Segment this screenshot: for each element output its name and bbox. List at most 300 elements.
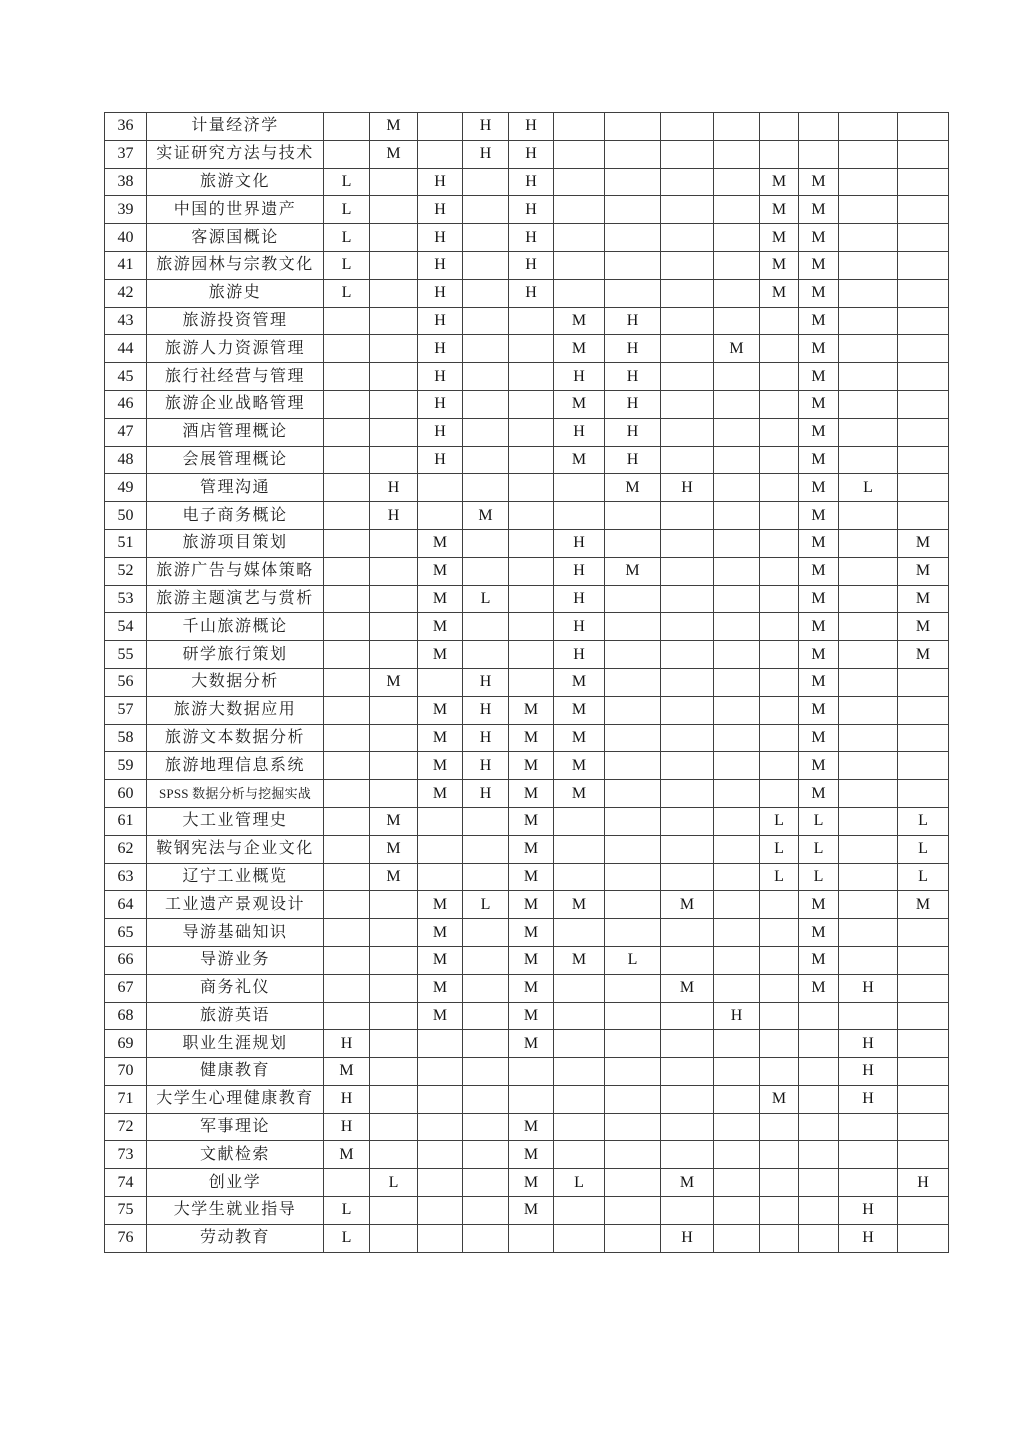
rating-cell [463, 307, 509, 335]
rating-cell [509, 418, 554, 446]
rating-cell [839, 919, 898, 947]
rating-cell: H [418, 335, 463, 363]
rating-cell [463, 1085, 509, 1113]
rating-cell [898, 196, 949, 224]
rating-cell [509, 529, 554, 557]
course-number: 51 [105, 529, 147, 557]
rating-cell: M [554, 780, 605, 808]
rating-cell [898, 1224, 949, 1252]
rating-cell [714, 1113, 760, 1141]
rating-cell [324, 390, 370, 418]
rating-cell [898, 696, 949, 724]
course-number: 40 [105, 224, 147, 252]
rating-cell [463, 251, 509, 279]
rating-cell [370, 1113, 418, 1141]
rating-cell [661, 780, 714, 808]
rating-cell [324, 696, 370, 724]
rating-cell: M [554, 752, 605, 780]
rating-cell [839, 668, 898, 696]
rating-cell [760, 140, 799, 168]
rating-cell [463, 613, 509, 641]
rating-cell [839, 168, 898, 196]
course-name: 旅游项目策划 [147, 529, 324, 557]
rating-cell [605, 585, 661, 613]
rating-cell [370, 696, 418, 724]
table-row [105, 835, 949, 863]
course-name: 鞍钢宪法与企业文化 [147, 835, 324, 863]
rating-cell: L [760, 835, 799, 863]
rating-cell [760, 1169, 799, 1197]
rating-cell: H [463, 752, 509, 780]
rating-cell [463, 335, 509, 363]
table-row [105, 613, 949, 641]
rating-cell [760, 446, 799, 474]
rating-cell [661, 1085, 714, 1113]
rating-cell [898, 974, 949, 1002]
rating-cell [898, 363, 949, 391]
rating-cell [605, 724, 661, 752]
rating-cell: L [324, 224, 370, 252]
course-number: 45 [105, 363, 147, 391]
rating-cell [370, 251, 418, 279]
rating-cell [898, 780, 949, 808]
rating-cell: H [324, 1113, 370, 1141]
rating-cell [463, 835, 509, 863]
table-row [105, 946, 949, 974]
rating-cell [760, 1030, 799, 1058]
rating-cell [760, 113, 799, 141]
rating-cell: M [509, 1113, 554, 1141]
rating-cell [898, 1141, 949, 1169]
rating-cell [463, 474, 509, 502]
rating-cell: M [554, 724, 605, 752]
table-row [105, 752, 949, 780]
course-number: 74 [105, 1169, 147, 1197]
rating-cell [661, 168, 714, 196]
rating-cell: M [418, 696, 463, 724]
rating-cell [554, 1141, 605, 1169]
rating-cell: M [898, 557, 949, 585]
rating-cell: M [799, 446, 839, 474]
rating-cell [554, 251, 605, 279]
rating-cell [661, 224, 714, 252]
rating-cell [661, 113, 714, 141]
rating-cell: L [605, 946, 661, 974]
rating-cell [661, 251, 714, 279]
rating-cell [509, 363, 554, 391]
rating-cell: H [509, 251, 554, 279]
rating-cell: H [839, 1058, 898, 1086]
rating-cell [463, 1113, 509, 1141]
rating-cell: L [463, 585, 509, 613]
table-row [105, 641, 949, 669]
table-row [105, 251, 949, 279]
rating-cell [714, 946, 760, 974]
course-number: 63 [105, 863, 147, 891]
course-name: 大数据分析 [147, 668, 324, 696]
rating-cell [554, 1224, 605, 1252]
rating-cell: H [839, 1085, 898, 1113]
rating-cell [370, 1030, 418, 1058]
rating-cell [760, 752, 799, 780]
rating-cell [661, 390, 714, 418]
rating-cell [509, 502, 554, 530]
rating-cell: L [324, 1197, 370, 1225]
course-name: 大学生心理健康教育 [147, 1085, 324, 1113]
rating-cell: M [370, 863, 418, 891]
rating-cell [509, 613, 554, 641]
rating-cell [839, 363, 898, 391]
rating-cell: H [554, 418, 605, 446]
rating-cell [760, 891, 799, 919]
rating-cell [324, 724, 370, 752]
rating-cell [661, 752, 714, 780]
rating-cell [370, 196, 418, 224]
rating-cell: M [509, 696, 554, 724]
rating-cell: M [760, 196, 799, 224]
course-name: 导游基础知识 [147, 919, 324, 947]
rating-cell [714, 724, 760, 752]
rating-cell [760, 363, 799, 391]
rating-cell [554, 863, 605, 891]
rating-cell [714, 196, 760, 224]
rating-cell: M [554, 307, 605, 335]
rating-cell: H [418, 307, 463, 335]
rating-cell: M [418, 585, 463, 613]
rating-cell [370, 1002, 418, 1030]
rating-cell: H [605, 390, 661, 418]
rating-cell [324, 113, 370, 141]
rating-cell: H [324, 1085, 370, 1113]
rating-cell [898, 335, 949, 363]
rating-cell: L [324, 1224, 370, 1252]
rating-cell [370, 1224, 418, 1252]
rating-cell [898, 474, 949, 502]
rating-cell: M [799, 919, 839, 947]
rating-cell [418, 1030, 463, 1058]
rating-cell: M [760, 1085, 799, 1113]
rating-cell: M [509, 946, 554, 974]
rating-cell [324, 557, 370, 585]
table-row [105, 1085, 949, 1113]
course-number: 65 [105, 919, 147, 947]
rating-cell [324, 1169, 370, 1197]
rating-cell [605, 974, 661, 1002]
rating-cell: M [554, 446, 605, 474]
rating-cell [463, 1169, 509, 1197]
rating-cell [370, 946, 418, 974]
rating-cell: M [509, 1030, 554, 1058]
rating-cell [463, 919, 509, 947]
rating-cell [898, 168, 949, 196]
rating-cell: M [799, 752, 839, 780]
rating-cell [799, 1113, 839, 1141]
rating-cell [605, 251, 661, 279]
rating-cell: M [554, 668, 605, 696]
rating-cell: L [799, 807, 839, 835]
rating-cell [463, 1224, 509, 1252]
rating-cell: M [370, 140, 418, 168]
rating-cell [839, 724, 898, 752]
rating-cell [714, 641, 760, 669]
rating-cell [898, 1002, 949, 1030]
rating-cell [714, 1224, 760, 1252]
course-name: 实证研究方法与技术 [147, 140, 324, 168]
rating-cell [839, 946, 898, 974]
rating-cell: M [799, 279, 839, 307]
rating-cell [463, 196, 509, 224]
rating-cell [605, 835, 661, 863]
rating-cell [370, 1141, 418, 1169]
table-row [105, 113, 949, 141]
table-row [105, 335, 949, 363]
rating-cell [898, 668, 949, 696]
rating-cell [370, 446, 418, 474]
course-number: 52 [105, 557, 147, 585]
rating-cell [714, 418, 760, 446]
rating-cell [509, 1085, 554, 1113]
rating-cell [554, 474, 605, 502]
course-number: 57 [105, 696, 147, 724]
rating-cell: H [605, 307, 661, 335]
rating-cell [463, 807, 509, 835]
rating-cell [605, 1169, 661, 1197]
rating-cell [324, 613, 370, 641]
rating-cell [760, 696, 799, 724]
table-row [105, 668, 949, 696]
rating-cell [554, 974, 605, 1002]
rating-cell [760, 641, 799, 669]
table-row [105, 418, 949, 446]
rating-cell: H [418, 390, 463, 418]
rating-cell [509, 390, 554, 418]
rating-cell [898, 752, 949, 780]
rating-cell [839, 1113, 898, 1141]
course-number: 46 [105, 390, 147, 418]
rating-cell [605, 919, 661, 947]
course-name: 电子商务概论 [147, 502, 324, 530]
rating-cell [839, 752, 898, 780]
rating-cell [898, 113, 949, 141]
table-row [105, 474, 949, 502]
rating-cell [463, 446, 509, 474]
course-name: 旅游投资管理 [147, 307, 324, 335]
rating-cell [898, 919, 949, 947]
rating-cell [418, 140, 463, 168]
rating-cell [760, 1197, 799, 1225]
rating-cell [661, 668, 714, 696]
rating-cell [898, 946, 949, 974]
table-row [105, 696, 949, 724]
rating-cell: H [463, 780, 509, 808]
rating-cell [714, 474, 760, 502]
rating-cell [760, 1113, 799, 1141]
rating-cell [324, 446, 370, 474]
rating-cell [605, 168, 661, 196]
rating-cell [661, 196, 714, 224]
rating-cell [554, 168, 605, 196]
rating-cell: M [370, 835, 418, 863]
rating-cell [324, 752, 370, 780]
rating-cell [370, 335, 418, 363]
rating-cell: M [554, 946, 605, 974]
rating-cell: M [799, 390, 839, 418]
course-name: 旅游园林与宗教文化 [147, 251, 324, 279]
course-number: 68 [105, 1002, 147, 1030]
rating-cell [605, 1197, 661, 1225]
rating-cell [605, 696, 661, 724]
rating-cell [605, 780, 661, 808]
rating-cell [839, 196, 898, 224]
rating-cell [839, 113, 898, 141]
rating-cell: H [509, 224, 554, 252]
course-name: 大学生就业指导 [147, 1197, 324, 1225]
rating-cell [661, 863, 714, 891]
rating-cell: M [760, 168, 799, 196]
rating-cell: M [605, 557, 661, 585]
rating-cell [370, 168, 418, 196]
course-number: 71 [105, 1085, 147, 1113]
rating-cell [509, 1058, 554, 1086]
rating-cell: L [324, 279, 370, 307]
course-number: 61 [105, 807, 147, 835]
rating-cell: H [370, 474, 418, 502]
rating-cell [370, 641, 418, 669]
rating-cell: H [509, 113, 554, 141]
rating-cell: M [799, 418, 839, 446]
rating-cell [554, 1030, 605, 1058]
rating-cell [714, 140, 760, 168]
rating-cell: H [463, 140, 509, 168]
rating-cell [370, 974, 418, 1002]
rating-cell: H [605, 446, 661, 474]
table-row [105, 1141, 949, 1169]
course-number: 75 [105, 1197, 147, 1225]
rating-cell: M [370, 113, 418, 141]
rating-cell [605, 752, 661, 780]
rating-cell [898, 1030, 949, 1058]
rating-cell [418, 1058, 463, 1086]
rating-cell [760, 390, 799, 418]
course-number: 64 [105, 891, 147, 919]
rating-cell [760, 946, 799, 974]
rating-cell: L [898, 835, 949, 863]
rating-cell: H [839, 974, 898, 1002]
rating-cell [714, 780, 760, 808]
rating-cell [799, 1169, 839, 1197]
rating-cell [839, 307, 898, 335]
rating-cell: M [661, 891, 714, 919]
rating-cell [714, 502, 760, 530]
rating-cell: L [898, 863, 949, 891]
rating-cell [898, 390, 949, 418]
course-number: 48 [105, 446, 147, 474]
rating-cell [418, 668, 463, 696]
rating-cell: M [799, 251, 839, 279]
rating-cell [714, 891, 760, 919]
rating-cell: M [799, 474, 839, 502]
rating-cell: M [509, 891, 554, 919]
rating-cell [714, 279, 760, 307]
rating-cell [605, 641, 661, 669]
rating-cell [714, 1058, 760, 1086]
rating-cell [370, 891, 418, 919]
rating-cell: M [799, 529, 839, 557]
rating-cell: M [799, 196, 839, 224]
table-row [105, 363, 949, 391]
rating-cell [898, 224, 949, 252]
table-row [105, 307, 949, 335]
course-number: 55 [105, 641, 147, 669]
rating-cell: M [898, 585, 949, 613]
rating-cell [605, 1113, 661, 1141]
rating-cell: M [418, 780, 463, 808]
rating-cell [463, 1002, 509, 1030]
rating-cell [760, 780, 799, 808]
table-row [105, 446, 949, 474]
rating-cell [898, 446, 949, 474]
rating-cell: M [554, 891, 605, 919]
rating-cell: M [898, 641, 949, 669]
rating-cell [463, 224, 509, 252]
rating-cell [714, 1030, 760, 1058]
rating-cell [324, 502, 370, 530]
rating-cell [554, 140, 605, 168]
rating-cell: M [324, 1058, 370, 1086]
course-name: 旅游主题演艺与赏析 [147, 585, 324, 613]
table-row [105, 919, 949, 947]
course-name: 军事理论 [147, 1113, 324, 1141]
rating-cell [898, 724, 949, 752]
rating-cell [839, 224, 898, 252]
rating-cell [605, 1002, 661, 1030]
course-name: 会展管理概论 [147, 446, 324, 474]
rating-cell [509, 668, 554, 696]
rating-cell [714, 807, 760, 835]
rating-cell: H [839, 1224, 898, 1252]
rating-cell: H [463, 724, 509, 752]
rating-cell [714, 1141, 760, 1169]
rating-cell [605, 140, 661, 168]
table-row [105, 390, 949, 418]
rating-cell [714, 835, 760, 863]
rating-cell [714, 113, 760, 141]
rating-cell [418, 863, 463, 891]
rating-cell [324, 891, 370, 919]
rating-cell: H [418, 446, 463, 474]
rating-cell [760, 335, 799, 363]
rating-cell [760, 613, 799, 641]
rating-cell [605, 1224, 661, 1252]
rating-cell: M [418, 891, 463, 919]
rating-cell [554, 1002, 605, 1030]
rating-cell [324, 807, 370, 835]
rating-cell [799, 1141, 839, 1169]
rating-cell: H [661, 474, 714, 502]
rating-cell: M [799, 307, 839, 335]
rating-cell: M [799, 363, 839, 391]
rating-cell: M [898, 613, 949, 641]
table-row [105, 1224, 949, 1252]
rating-cell [799, 1224, 839, 1252]
rating-cell [463, 279, 509, 307]
course-number: 60 [105, 780, 147, 808]
table-row [105, 974, 949, 1002]
course-number: 41 [105, 251, 147, 279]
rating-cell [463, 641, 509, 669]
rating-cell [760, 1058, 799, 1086]
course-name: 导游业务 [147, 946, 324, 974]
